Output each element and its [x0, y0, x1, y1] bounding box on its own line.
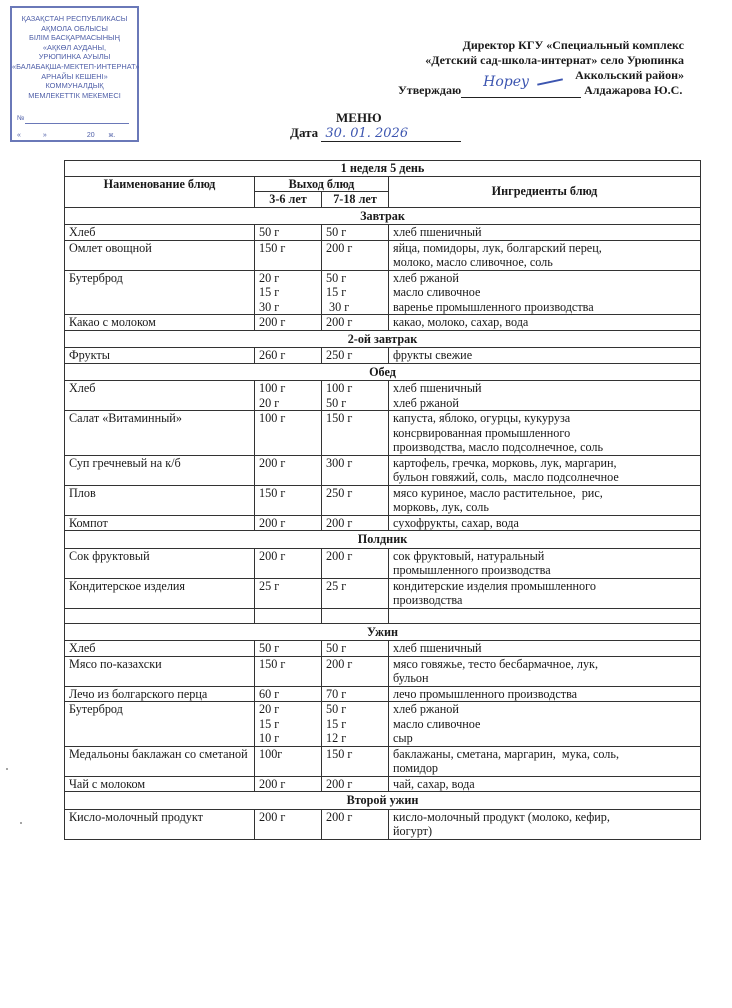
dish-row — [65, 548, 701, 578]
header-row — [65, 176, 701, 192]
yield-7-18-line: 300 г — [326, 455, 353, 470]
stamp-line: АРНАЙЫ КЕШЕНІ» — [41, 71, 108, 81]
yield-7-18-line: 100 г — [326, 381, 353, 395]
yield-7-18 — [322, 348, 389, 364]
section-title: Второй ужин — [65, 792, 701, 810]
yield-7-18-line: 50 г — [326, 641, 347, 655]
yield-7-18-line: 250 г — [326, 348, 353, 362]
ingredients-line: хлеб ржаной — [393, 395, 459, 410]
yield-3-6-line: 200 г — [259, 809, 286, 824]
yield-3-6-line: 200 г — [259, 548, 286, 563]
dish-row — [65, 702, 701, 747]
yield-3-6 — [255, 656, 322, 686]
section-title: Обед — [65, 363, 701, 381]
ingredients — [389, 411, 701, 456]
stamp-number-label: № — [17, 115, 25, 122]
yield-7-18-line: 200 г — [326, 809, 353, 824]
yield-3-6 — [255, 702, 322, 747]
yield-3-6-line: 200 г — [259, 515, 286, 530]
yield-7-18-line: 200 г — [326, 776, 353, 791]
yield-3-6-line: 150 г — [259, 656, 286, 671]
yield-3-6 — [255, 809, 322, 839]
section-row — [65, 792, 701, 810]
ingredients-line: производства, масло подсолнечное, соль — [393, 440, 604, 454]
stamp-date-open: « — [17, 132, 21, 139]
ingredients — [389, 746, 701, 776]
approve-label: Утверждаю — [398, 83, 462, 97]
ingredients-line: сухофрукты, сахар, вода — [393, 515, 519, 530]
dish-row — [65, 225, 701, 241]
yield-7-18 — [322, 315, 389, 331]
dish-row — [65, 578, 701, 608]
stamp-line: ҚАЗАҚСТАН РЕСПУБЛИКАСЫ — [21, 14, 128, 23]
ingredients-line: лечо промышленного производства — [393, 686, 578, 701]
yield-3-6 — [255, 548, 322, 578]
yield-7-18-line: 30 г — [326, 299, 350, 314]
yield-3-6-line: 30 г — [259, 299, 280, 314]
yield-7-18-line: 200 г — [326, 548, 353, 563]
ingredients-line: мясо куриное, масло растительное, рис, — [393, 485, 603, 500]
dish-name: Кисло-молочный продукт — [65, 809, 255, 839]
ingredients — [389, 702, 701, 747]
ingredients-line: хлеб пшеничный — [393, 641, 482, 655]
dish-row — [65, 455, 701, 485]
stamp-date-field — [17, 131, 132, 141]
ingredients — [389, 578, 701, 608]
ingredients — [389, 225, 701, 241]
section-row — [65, 531, 701, 549]
ingredients-line: кондитерские изделия промышленного — [393, 578, 596, 593]
week-day-row — [65, 161, 701, 177]
ingredients-line: сок фруктовый, натуральный — [393, 548, 545, 563]
yield-7-18 — [322, 515, 389, 531]
institution-stamp — [10, 6, 139, 142]
yield-7-18 — [322, 686, 389, 702]
ingredients-line: консрвированная промышленного — [393, 425, 571, 440]
ingredients-line: бульон говяжий, соль, масло подсолнечное — [393, 470, 619, 484]
dish-name — [65, 608, 255, 623]
stamp-line: МЕМЛЕКЕТТІК МЕКЕМЕСІ — [28, 90, 121, 100]
yield-3-6 — [255, 455, 322, 485]
section-title: Завтрак — [65, 207, 701, 225]
stamp-number-field — [17, 114, 132, 124]
yield-7-18 — [322, 578, 389, 608]
yield-3-6 — [255, 485, 322, 515]
yield-7-18 — [322, 746, 389, 776]
yield-3-6-line: 150 г — [259, 485, 286, 500]
stamp-year-suffix: ж. — [108, 132, 116, 139]
dish-row — [65, 348, 701, 364]
dish-row — [65, 776, 701, 792]
ingredients-line: йогурт) — [393, 824, 433, 838]
ingredients-line: промышленного производства — [393, 563, 551, 577]
stamp-line: УРЮПИНКА АУЫЛЫ — [38, 52, 111, 62]
ingredients-line: молоко, масло сливочное, соль — [393, 255, 553, 269]
scan-speck — [20, 822, 22, 824]
section-title: Полдник — [65, 531, 701, 549]
dish-name: Компот — [65, 515, 255, 531]
ingredients-line: баклажаны, сметана, маргарин, мука, соль, — [393, 746, 619, 761]
ingredients-line: хлеб ржаной — [393, 702, 459, 716]
yield-3-6-line: 20 г — [259, 702, 280, 716]
yield-3-6 — [255, 776, 322, 792]
yield-3-6 — [255, 348, 322, 364]
ingredients-line: капуста, яблоко, огурцы, кукуруза — [393, 411, 571, 425]
dish-row — [65, 270, 701, 315]
ingredients-line: фрукты свежие — [393, 348, 473, 362]
section-title: 2-ой завтрак — [65, 330, 701, 348]
dish-name: Бутерброд — [65, 270, 255, 315]
dish-name: Фрукты — [65, 348, 255, 364]
dish-name: Бутерброд — [65, 702, 255, 747]
stamp-line: «БАЛАБАҚША-МЕКТЕП-ИНТЕРНАТ» — [12, 61, 140, 71]
ingredients — [389, 809, 701, 839]
yield-7-18 — [322, 702, 389, 747]
yield-3-6-line: 15 г — [259, 716, 280, 731]
yield-3-6 — [255, 315, 322, 331]
ingredients-line: картофель, гречка, морковь, лук, маргарин, — [393, 455, 617, 470]
yield-3-6-line: 50 г — [259, 225, 280, 239]
ingredients — [389, 240, 701, 270]
dish-row — [65, 515, 701, 531]
dish-name: Лечо из болгарского перца — [65, 686, 255, 702]
stamp-line: АҚМОЛА ОБЛЫСЫ — [41, 23, 108, 33]
yield-3-6 — [255, 641, 322, 657]
week-day-header: 1 неделя 5 день — [65, 161, 701, 177]
yield-7-18-line: 50 г — [326, 270, 347, 285]
approval-line-3: Аккольский район» — [575, 68, 684, 82]
date-value: 30. 01. 2026 — [321, 126, 461, 142]
dish-row — [65, 315, 701, 331]
ingredients-line: мясо говяжье, тесто бесбармачное, лук, — [393, 656, 599, 671]
stamp-year: 20 — [86, 132, 95, 139]
yield-3-6 — [255, 225, 322, 241]
yield-7-18-line: 12 г — [326, 731, 347, 745]
ingredients — [389, 641, 701, 657]
yield-7-18-line: 50 г — [326, 225, 347, 239]
dish-name: Хлеб — [65, 381, 255, 411]
yield-3-6-line: 200 г — [259, 315, 286, 329]
section-title: Ужин — [65, 623, 701, 641]
dish-row — [65, 411, 701, 456]
yield-7-18 — [322, 776, 389, 792]
yield-3-6-line: 15 г — [259, 285, 280, 299]
stamp-date-mid: » — [42, 132, 47, 139]
ingredients-line: бульон — [393, 671, 429, 685]
scan-speck — [6, 768, 8, 770]
yield-3-6-line: 100 г — [259, 411, 286, 425]
ingredients-line: хлеб ржаной — [393, 270, 459, 285]
yield-3-6-line: 100г — [259, 746, 283, 761]
yield-7-18 — [322, 608, 389, 623]
yield-7-18 — [322, 485, 389, 515]
yield-7-18-line: 250 г — [326, 485, 353, 500]
ingredients-line: кисло-молочный продукт (молоко, кефир, — [393, 809, 610, 824]
ingredients — [389, 348, 701, 364]
yield-7-18 — [322, 411, 389, 456]
ingredients — [389, 270, 701, 315]
ingredients — [389, 608, 701, 623]
yield-3-6-line: 25 г — [259, 578, 280, 593]
menu-table — [64, 160, 701, 840]
ingredients — [389, 776, 701, 792]
date-line — [290, 125, 461, 142]
section-row — [65, 207, 701, 225]
ingredients-line: морковь, лук, соль — [393, 500, 489, 514]
yield-7-18-line: 50 г — [326, 395, 347, 410]
dish-name: Суп гречневый на к/б — [65, 455, 255, 485]
dish-row — [65, 485, 701, 515]
yield-7-18-line: 25 г — [326, 578, 347, 593]
dish-row — [65, 746, 701, 776]
yield-7-18-line: 200 г — [326, 315, 353, 329]
dish-name: Чай с молоком — [65, 776, 255, 792]
approval-line-2: «Детский сад-школа-интернат» село Урюпинка — [425, 53, 684, 67]
section-row — [65, 623, 701, 641]
yield-3-6 — [255, 381, 322, 411]
section-row — [65, 330, 701, 348]
ingredients-line: чай, сахар, вода — [393, 776, 475, 791]
signature: Hopey — [483, 74, 529, 90]
ingredients — [389, 656, 701, 686]
stamp-line: «АҚКӨЛ АУДАНЫ, — [42, 42, 107, 52]
yield-3-6-line: 20 г — [259, 395, 280, 410]
col-yield: Выход блюд — [255, 176, 389, 192]
yield-3-6-line: 200 г — [259, 455, 286, 470]
ingredients-line: помидор — [393, 761, 439, 775]
page-title: МЕНЮ — [336, 110, 382, 125]
ingredients-line: масло сливочное — [393, 716, 481, 731]
ingredients-line: масло сливочное — [393, 285, 481, 299]
ingredients-line: хлеб пшеничный — [393, 381, 482, 395]
yield-7-18-line: 150 г — [326, 411, 353, 425]
dish-row — [65, 656, 701, 686]
ingredients-line: хлеб пшеничный — [393, 225, 482, 239]
ingredients — [389, 515, 701, 531]
dish-row — [65, 381, 701, 411]
yield-3-6 — [255, 686, 322, 702]
dish-name: Хлеб — [65, 225, 255, 241]
dish-name: Салат «Витаминный» — [65, 411, 255, 456]
yield-7-18-line: 70 г — [326, 686, 347, 701]
ingredients — [389, 381, 701, 411]
yield-7-18 — [322, 240, 389, 270]
date-label: Дата — [290, 125, 319, 140]
yield-7-18 — [322, 809, 389, 839]
yield-3-6 — [255, 240, 322, 270]
yield-3-6-line: 50 г — [259, 641, 280, 655]
dish-row — [65, 240, 701, 270]
ingredients-line: сыр — [393, 731, 413, 745]
yield-7-18 — [322, 455, 389, 485]
yield-3-6 — [255, 270, 322, 315]
section-row — [65, 363, 701, 381]
yield-7-18-line: 200 г — [326, 240, 353, 255]
yield-3-6-line: 260 г — [259, 348, 286, 362]
stamp-line: КОММУНАЛДЫҚ — [45, 81, 104, 91]
ingredients — [389, 315, 701, 331]
yield-3-6-line: 150 г — [259, 240, 286, 255]
yield-7-18 — [322, 381, 389, 411]
menu-body — [65, 207, 701, 839]
yield-3-6 — [255, 515, 322, 531]
dish-row — [65, 608, 701, 623]
yield-3-6 — [255, 578, 322, 608]
ingredients — [389, 548, 701, 578]
col-age-7-18: 7-18 лет — [322, 192, 389, 208]
yield-7-18-line: 50 г — [326, 702, 347, 716]
col-age-3-6: 3-6 лет — [255, 192, 322, 208]
yield-3-6-line: 10 г — [259, 731, 280, 745]
yield-3-6-line: 100 г — [259, 381, 286, 395]
dish-name: Мясо по-казахски — [65, 656, 255, 686]
dish-row — [65, 809, 701, 839]
dish-name: Сок фруктовый — [65, 548, 255, 578]
yield-7-18-line: 15 г — [326, 716, 347, 731]
dish-name: Плов — [65, 485, 255, 515]
dish-name: Медальоны баклажан со сметаной — [65, 746, 255, 776]
yield-3-6-line: 60 г — [259, 686, 280, 701]
yield-3-6-line: 20 г — [259, 270, 280, 285]
ingredients-line: яйца, помидоры, лук, болгарский перец, — [393, 240, 602, 255]
approval-block — [425, 38, 684, 83]
ingredients-line: какао, молоко, сахар, вода — [393, 315, 529, 329]
yield-7-18-line: 200 г — [326, 515, 353, 530]
ingredients — [389, 485, 701, 515]
col-ingredients: Ингредиенты блюд — [389, 176, 701, 207]
yield-7-18-line: 150 г — [326, 746, 353, 761]
yield-3-6-line: 200 г — [259, 776, 286, 791]
signature-field — [461, 74, 581, 98]
yield-7-18-line: 15 г — [326, 285, 347, 299]
ingredients-line: варенье промышленного производства — [393, 299, 594, 314]
ingredients — [389, 455, 701, 485]
dish-row — [65, 686, 701, 702]
ingredients — [389, 686, 701, 702]
yield-3-6 — [255, 608, 322, 623]
dish-name: Какао с молоком — [65, 315, 255, 331]
signer-name: Алдажарова Ю.С. — [584, 83, 683, 97]
yield-3-6 — [255, 411, 322, 456]
dish-name: Хлеб — [65, 641, 255, 657]
yield-7-18 — [322, 270, 389, 315]
stamp-line: БІЛІМ БАСҚАРМАСЫНЫҢ — [29, 33, 120, 43]
dish-row — [65, 641, 701, 657]
yield-7-18-line: 200 г — [326, 656, 353, 671]
yield-7-18 — [322, 656, 389, 686]
yield-3-6 — [255, 746, 322, 776]
dish-name: Кондитерское изделия — [65, 578, 255, 608]
yield-7-18 — [322, 225, 389, 241]
ingredients-line: производства — [393, 593, 463, 607]
yield-7-18 — [322, 548, 389, 578]
dish-name: Омлет овощной — [65, 240, 255, 270]
yield-7-18 — [322, 641, 389, 657]
col-dish-name: Наименование блюд — [65, 176, 255, 207]
approval-line-1: Директор КГУ «Специальный комплекс — [462, 38, 684, 52]
